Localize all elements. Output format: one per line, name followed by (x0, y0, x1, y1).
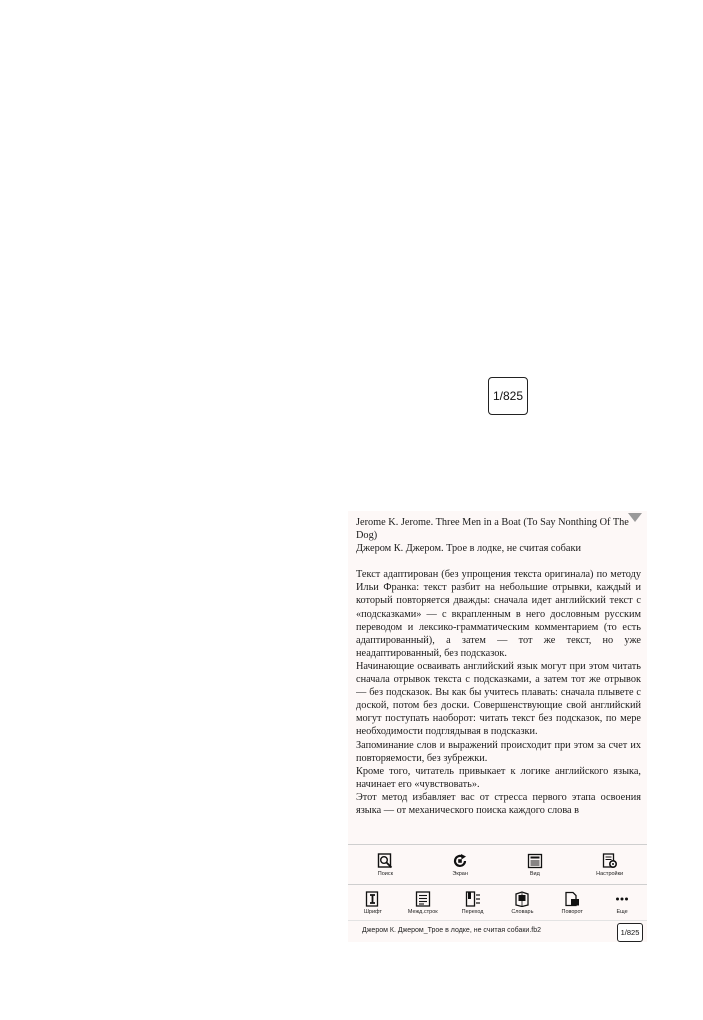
toolbar-primary (348, 844, 647, 885)
refresh-icon (452, 853, 468, 869)
page-indicator[interactable]: 1/825 (617, 923, 643, 942)
layout-icon (527, 853, 543, 869)
paragraph: Кроме того, читатель привыкает к логике английского языка, начинает его «чувствовать». (356, 765, 641, 790)
reader-panel (348, 511, 647, 942)
more-icon (614, 891, 630, 907)
settings-icon (602, 853, 618, 869)
toolbar-secondary (348, 884, 647, 921)
paragraph: Джером К. Джером. Трое в лодке, не считая собаки (356, 543, 581, 555)
go-to-icon (465, 891, 481, 907)
line-spacing-label: Межд.строк (407, 909, 438, 915)
font-icon (365, 891, 381, 907)
book-text[interactable] (356, 516, 641, 842)
screen-label: Экран (452, 871, 468, 877)
search-button[interactable] (348, 845, 423, 885)
dictionary-icon (514, 891, 530, 907)
rotate-icon (564, 891, 580, 907)
settings-label: Настройки (596, 871, 624, 877)
rotate-label: Поворот (561, 909, 583, 915)
go-to-label: Переход (461, 909, 484, 915)
view-label: Вид (529, 871, 540, 877)
font-label: Шрифт (363, 909, 382, 915)
more-label: Еще (616, 909, 628, 915)
file-name: Джером К. Джером_Трое в лодке, не считая собаки.fb2 (362, 927, 542, 934)
dictionary-label: Словарь (511, 909, 534, 915)
go-to-button[interactable] (448, 885, 498, 921)
status-bar (348, 920, 647, 942)
paragraph: Запоминание слов и выражений происходит при этом за счет их повторяемости, без зубрежки. (356, 739, 641, 764)
view-button[interactable] (498, 845, 573, 885)
paragraph-gap (356, 555, 641, 568)
paragraph: Начинающие осваивать английский язык могут при этом читать сначала отрывок текста с подсказками, а затем тот же отрывок — без подсказок. Вы как бы учитесь плавать: сначала плывете с доской, потом без доски. Совершенствующие свой английский могут поступать наоборот: читать текст без подсказок, по мере необходимости подглядывая в подсказки. (356, 660, 641, 738)
line-spacing-icon (415, 891, 431, 907)
search-icon (377, 853, 393, 869)
paragraph: Jerome K. Jerome. Three Men in a Boat (To Say Nonthing Of The Dog) (356, 517, 629, 542)
screen-refresh-button[interactable] (423, 845, 498, 885)
dictionary-button[interactable] (497, 885, 547, 921)
more-button[interactable] (597, 885, 647, 921)
search-label: Поиск (377, 871, 393, 877)
settings-button[interactable] (572, 845, 647, 885)
paragraph: Текст адаптирован (без упрощения текста оригинала) по методу Ильи Франка: текст разбит на небольшие отрывки, каждый и который повторяется дважды: сначала идет английский текст с «подсказками» — с вкрапленным в него дословным русским переводом и лексико-грамматическим комментарием (то есть адаптированный), а затем — тот же текст, но уже неадаптированный, без подсказок. (356, 569, 641, 659)
page-indicator-large[interactable]: 1/825 (488, 377, 528, 415)
line-spacing-button[interactable] (398, 885, 448, 921)
paragraph: Этот метод избавляет вас от стресса первого этапа освоения языка — от механического поиска каждого слова в (356, 791, 641, 816)
font-button[interactable] (348, 885, 398, 921)
rotate-button[interactable] (547, 885, 597, 921)
